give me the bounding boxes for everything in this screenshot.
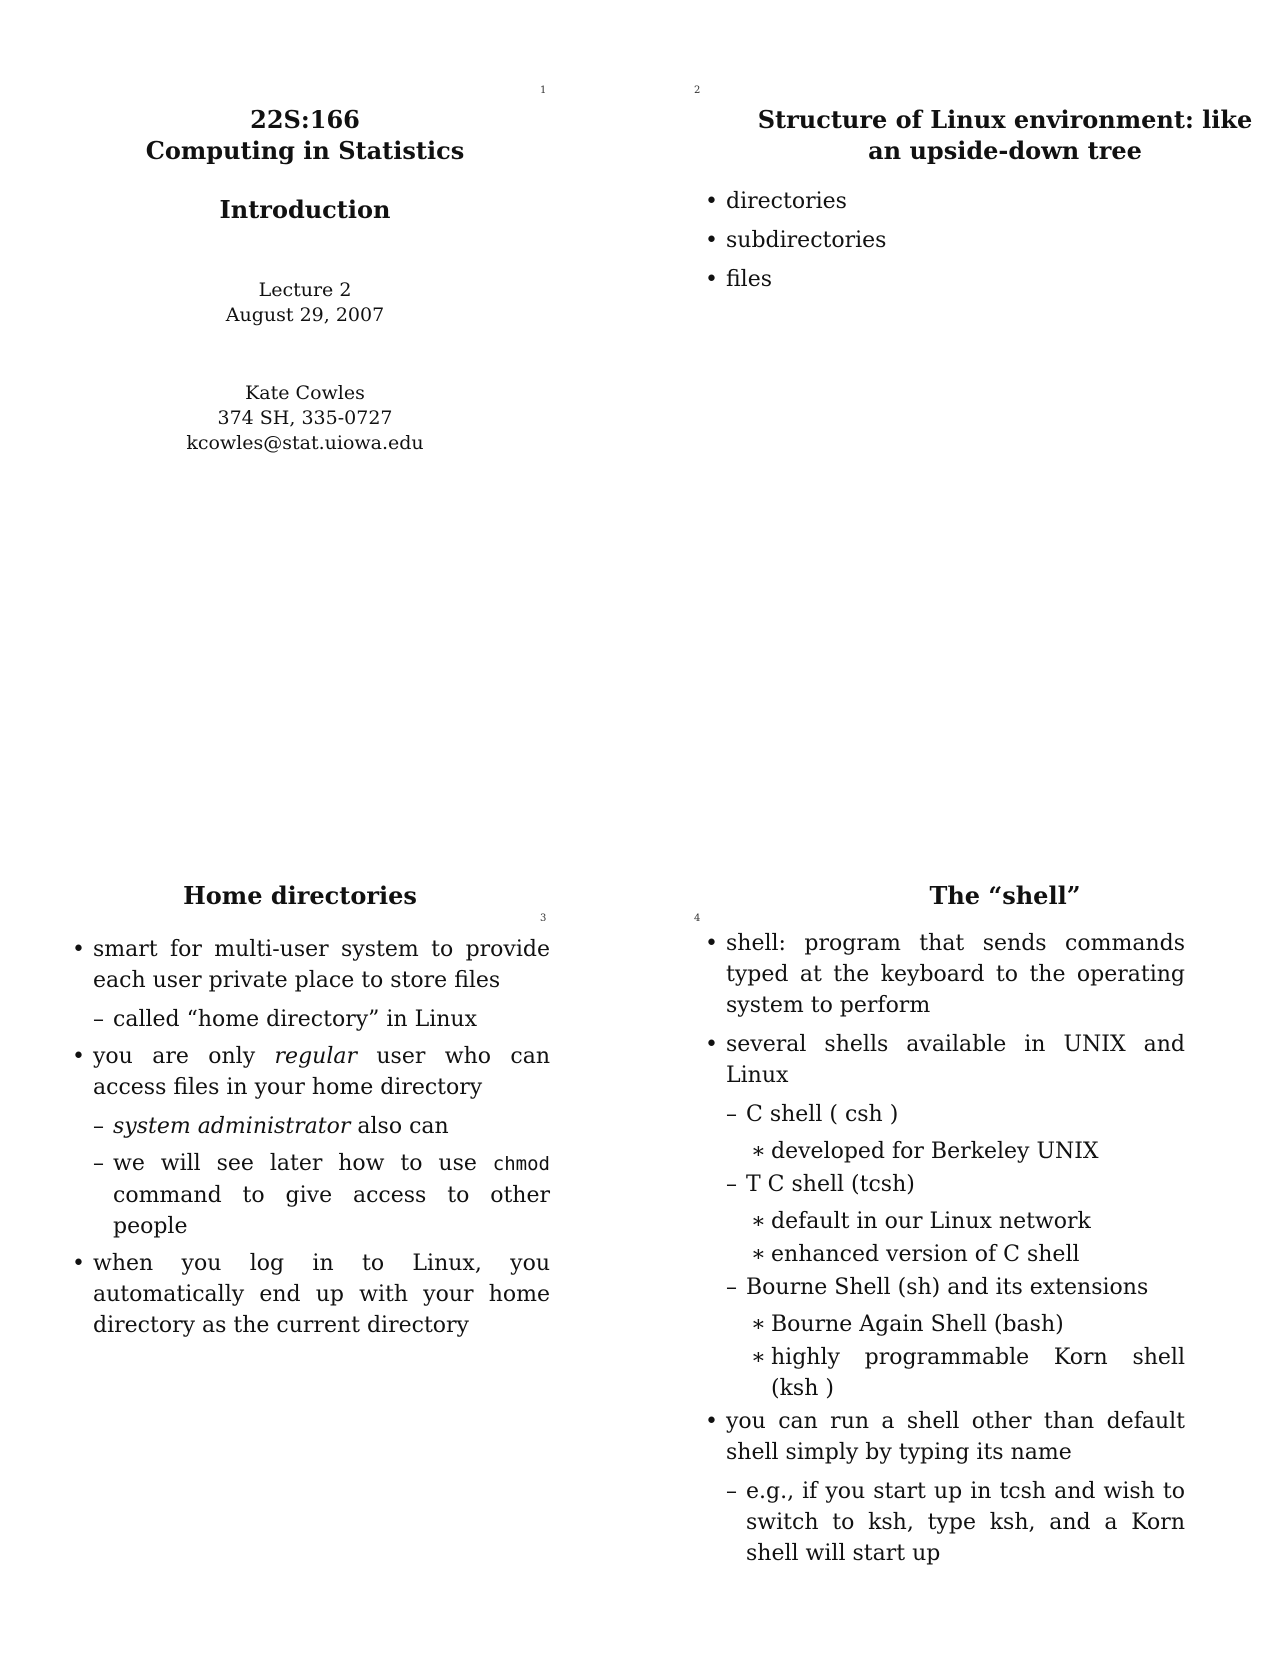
sub-sub-item: ∗ Bourne Again Shell (bash) — [751, 1309, 1185, 1340]
instructor-email: kcowles@stat.uiowa.edu — [186, 432, 424, 454]
instructor-office: 374 SH, 335-0727 — [217, 407, 393, 429]
page-number: 4 — [694, 913, 701, 924]
bullet-item: • shell: program that sends commands typed at the keyboard to the operating system to perform — [705, 928, 1185, 1021]
lecture-date: August 29, 2007 — [225, 304, 385, 326]
slide-title — [0, 104, 610, 166]
lecture-info — [0, 278, 610, 328]
page-number: 2 — [694, 85, 701, 96]
slide-title: Home directories — [183, 881, 417, 910]
text-run: we will see later how to use — [113, 1151, 493, 1176]
slide-title: The “shell” — [929, 881, 1081, 910]
slide-1 — [0, 0, 640, 828]
bullet-list — [705, 928, 1185, 1575]
slide-title — [700, 104, 1280, 166]
sub-item: – Bourne Shell (sh) and its extensions — [726, 1272, 1185, 1303]
bullet-item: • you can run a shell other than default shell simply by typing its name — [705, 1406, 1185, 1468]
sub-item: – T C shell (tcsh) — [726, 1169, 1185, 1200]
emphasis: regular — [274, 1044, 357, 1069]
bullet-item: • several shells available in UNIX and Linux — [705, 1029, 1185, 1091]
emphasis: system administrator — [113, 1114, 351, 1139]
sub-item: – called “home directory” in Linux — [93, 1004, 550, 1035]
sub-item: – e.g., if you start up in tcsh and wish to switch to ksh, type ksh, and a Korn shell will start up — [726, 1476, 1185, 1569]
sub-item — [93, 1111, 550, 1142]
text-run: command to give access to other people — [113, 1183, 550, 1239]
course-title: Computing in Statistics — [145, 136, 465, 165]
bullet-item: • subdirectories — [705, 225, 1175, 256]
page-number: 3 — [540, 913, 547, 924]
text-run: you are only — [93, 1044, 275, 1069]
sub-sub-item: ∗ developed for Berkeley UNIX — [751, 1136, 1185, 1167]
sub-sub-item: ∗ highly programmable Korn shell (ksh ) — [751, 1342, 1185, 1404]
lecture-label: Lecture 2 — [258, 279, 352, 301]
instructor-info — [0, 381, 610, 456]
topic-title: Introduction — [219, 195, 391, 224]
sub-sub-item: ∗ enhanced version of C shell — [751, 1239, 1185, 1270]
bullet-item: • when you log in to Linux, you automatically end up with your home directory as the current directory — [72, 1248, 550, 1341]
slide-3 — [0, 828, 640, 1656]
bullet-list — [72, 934, 550, 1349]
slide-2 — [640, 0, 1280, 828]
title-line-2: an upside-down tree — [868, 136, 1142, 165]
text-run: also can — [350, 1114, 449, 1139]
bullet-item: • directories — [705, 186, 1175, 217]
title-line-1: Structure of Linux environment: like — [757, 105, 1253, 134]
slide-4 — [640, 828, 1280, 1656]
sub-item — [93, 1148, 550, 1242]
bullet-item — [72, 1041, 550, 1103]
bullet-item: • files — [705, 264, 1175, 295]
instructor-name: Kate Cowles — [245, 382, 365, 404]
bullet-list — [705, 186, 1175, 303]
code-chmod: chmod — [492, 1153, 550, 1175]
course-number: 22S:166 — [250, 105, 360, 134]
bullet-item: • smart for multi-user system to provide each user private place to store files — [72, 934, 550, 996]
sub-item: – C shell ( csh ) — [726, 1099, 1185, 1130]
text-run: user who can access files in your home directory — [93, 1044, 550, 1100]
page-number: 1 — [540, 85, 547, 96]
sub-sub-item: ∗ default in our Linux network — [751, 1206, 1185, 1237]
